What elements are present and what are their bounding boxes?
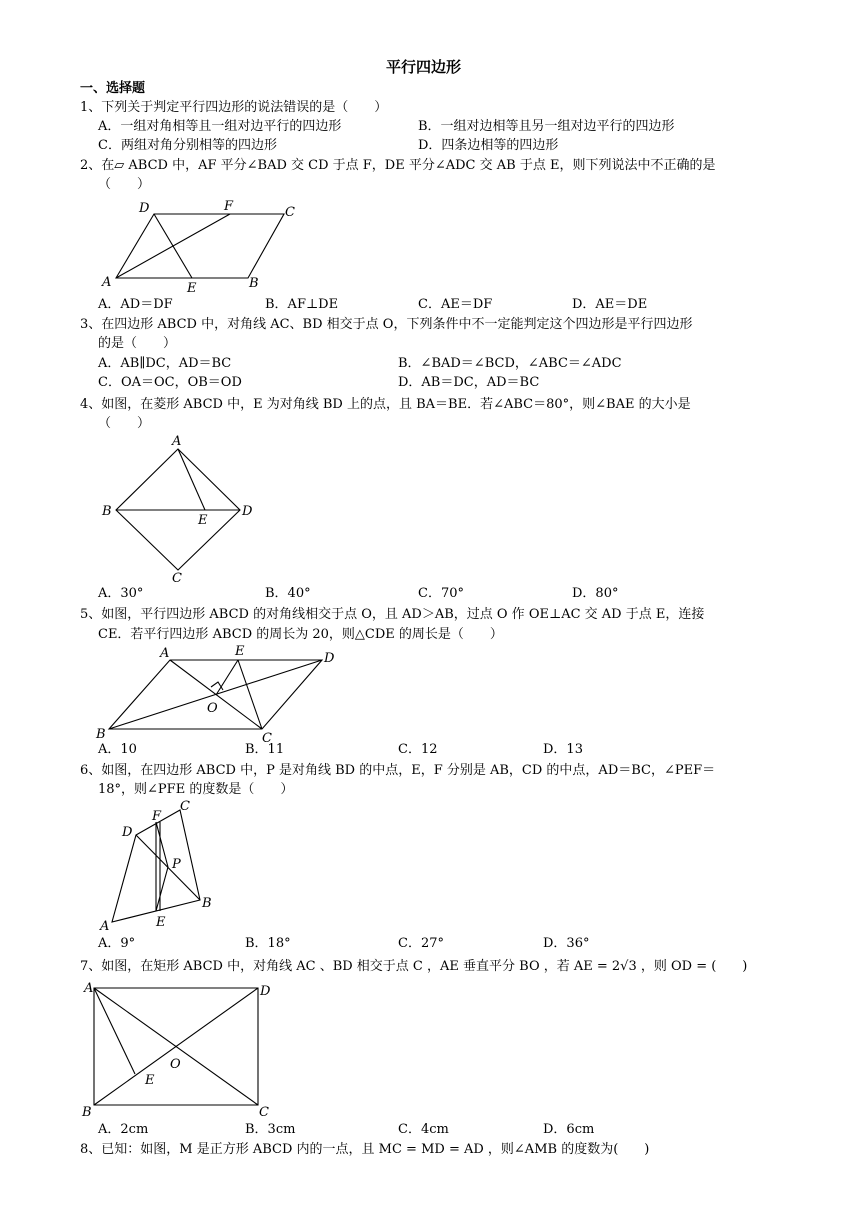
q2-option-c[interactable]: C．AE＝DF [418,297,493,312]
q7-label-b: B [82,1105,92,1120]
section-heading: 一、选择题 [80,81,146,96]
q1-option-a[interactable]: A．一组对角相等且一组对边平行的四边形 [98,119,342,134]
q4-label-e: E [198,513,208,528]
q2-label-f: F [224,199,234,214]
q2-option-d[interactable]: D．AE＝DE [572,297,648,312]
q6-label-f: F [152,809,162,824]
q5-label-a: A [160,646,170,661]
q6-label-b: B [202,896,212,911]
q6-option-c[interactable]: C．27° [398,936,444,951]
q7-option-c[interactable]: C．4cm [398,1122,449,1137]
q7-option-b[interactable]: B．3cm [245,1122,296,1137]
q6-stem-line2: 18°，则∠PFE 的度数是（ ） [98,782,294,797]
q5-stem-line1: 5、如图，平行四边形 ABCD 的对角线相交于点 O，且 AD＞AB，过点 O 作 OE⊥AC 交 AD 于点 E，连接 [80,607,705,622]
q7-label-a: A [84,981,94,996]
q7-label-o: O [170,1057,181,1072]
q6-option-d[interactable]: D．36° [543,936,590,951]
q7-stem: 7、如图，在矩形 ABCD 中，对角线 AC 、BD 相交于点 C ，AE 垂直平分 BO ，若 AE = 2√3 ，则 OD = ( ) [80,959,748,974]
q3-option-b[interactable]: B．∠BAD＝∠BCD，∠ABC＝∠ADC [398,356,622,371]
q2-option-a[interactable]: A．AD＝DF [98,297,173,312]
q5-label-e: E [235,644,245,659]
q3-option-c[interactable]: C．OA＝OC，OB＝OD [98,375,242,390]
q7-label-c: C [259,1105,269,1120]
q5-label-d: D [324,651,335,666]
page-title: 平行四边形 [386,58,462,76]
q4-option-b[interactable]: B．40° [265,586,311,601]
q7-label-d: D [260,984,271,999]
q5-stem-line2: CE．若平行四边形 ABCD 的周长为 20，则△CDE 的周长是（ ） [98,627,503,642]
q6-stem-line1: 6、如图，在四边形 ABCD 中，P 是对角线 BD 的中点，E，F 分别是 AB，CD 的中点，AD＝BC，∠PEF＝ [80,763,716,778]
q6-option-b[interactable]: B．18° [245,936,291,951]
q3-stem-line2: 的是（ ） [98,336,177,351]
q5-option-a[interactable]: A．10 [98,742,137,757]
q6-label-d: D [122,825,133,840]
q2-label-c: C [285,205,295,220]
q4-label-c: C [172,571,182,586]
q2-option-b[interactable]: B．AF⊥DE [265,297,339,312]
q5-option-b[interactable]: B．11 [245,742,285,757]
q1-option-b[interactable]: B．一组对边相等且另一组对边平行的四边形 [418,119,675,134]
q1-option-d[interactable]: D．四条边相等的四边形 [418,138,559,153]
q6-label-p: P [172,857,181,872]
q8-stem: 8、已知：如图，M 是正方形 ABCD 内的一点，且 MC = MD = AD ，则∠AMB 的度数为( ) [80,1142,650,1157]
q5-label-b: B [96,727,106,742]
q4-stem-line2: （ ） [98,416,151,431]
q4-label-b: B [102,504,112,519]
q5-option-c[interactable]: C．12 [398,742,438,757]
q6-label-c: C [180,799,190,814]
q6-label-a: A [100,919,110,934]
q2-label-b: B [249,276,259,291]
q5-option-d[interactable]: D．13 [543,742,583,757]
q1-stem: 1、下列关于判定平行四边形的说法错误的是（ ） [80,100,388,115]
q5-label-c: C [262,731,272,746]
q2-label-d: D [139,201,150,216]
q4-option-c[interactable]: C．70° [418,586,464,601]
q7-option-a[interactable]: A．2cm [98,1122,149,1137]
q4-label-d: D [242,504,253,519]
q4-stem-line1: 4、如图，在菱形 ABCD 中，E 为对角线 BD 上的点，且 BA＝BE．若∠ABC＝80°，则∠BAE 的大小是 [80,397,691,412]
q1-option-c[interactable]: C．两组对角分别相等的四边形 [98,138,277,153]
q2-label-e: E [187,281,197,296]
q3-option-d[interactable]: D．AB＝DC，AD＝BC [398,375,540,390]
q6-option-a[interactable]: A．9° [98,936,136,951]
q6-label-e: E [156,915,166,930]
q2-stem-line1: 2、在▱ ABCD 中，AF 平分∠BAD 交 CD 于点 F，DE 平分∠ADC 交 AB 于点 E，则下列说法中不正确的是 [80,158,716,173]
q2-label-a: A [102,275,112,290]
q3-option-a[interactable]: A．AB∥DC，AD＝BC [98,356,232,371]
q7-option-d[interactable]: D．6cm [543,1122,595,1137]
q2-stem-line2: （ ） [98,177,151,192]
q4-option-d[interactable]: D．80° [572,586,619,601]
q7-label-e: E [145,1073,155,1088]
q4-option-a[interactable]: A．30° [98,586,144,601]
q4-label-a: A [172,434,182,449]
q3-stem-line1: 3、在四边形 ABCD 中，对角线 AC、BD 相交于点 O，下列条件中不一定能判定这个四边形是平行四边形 [80,317,693,332]
q5-label-o: O [207,701,218,716]
